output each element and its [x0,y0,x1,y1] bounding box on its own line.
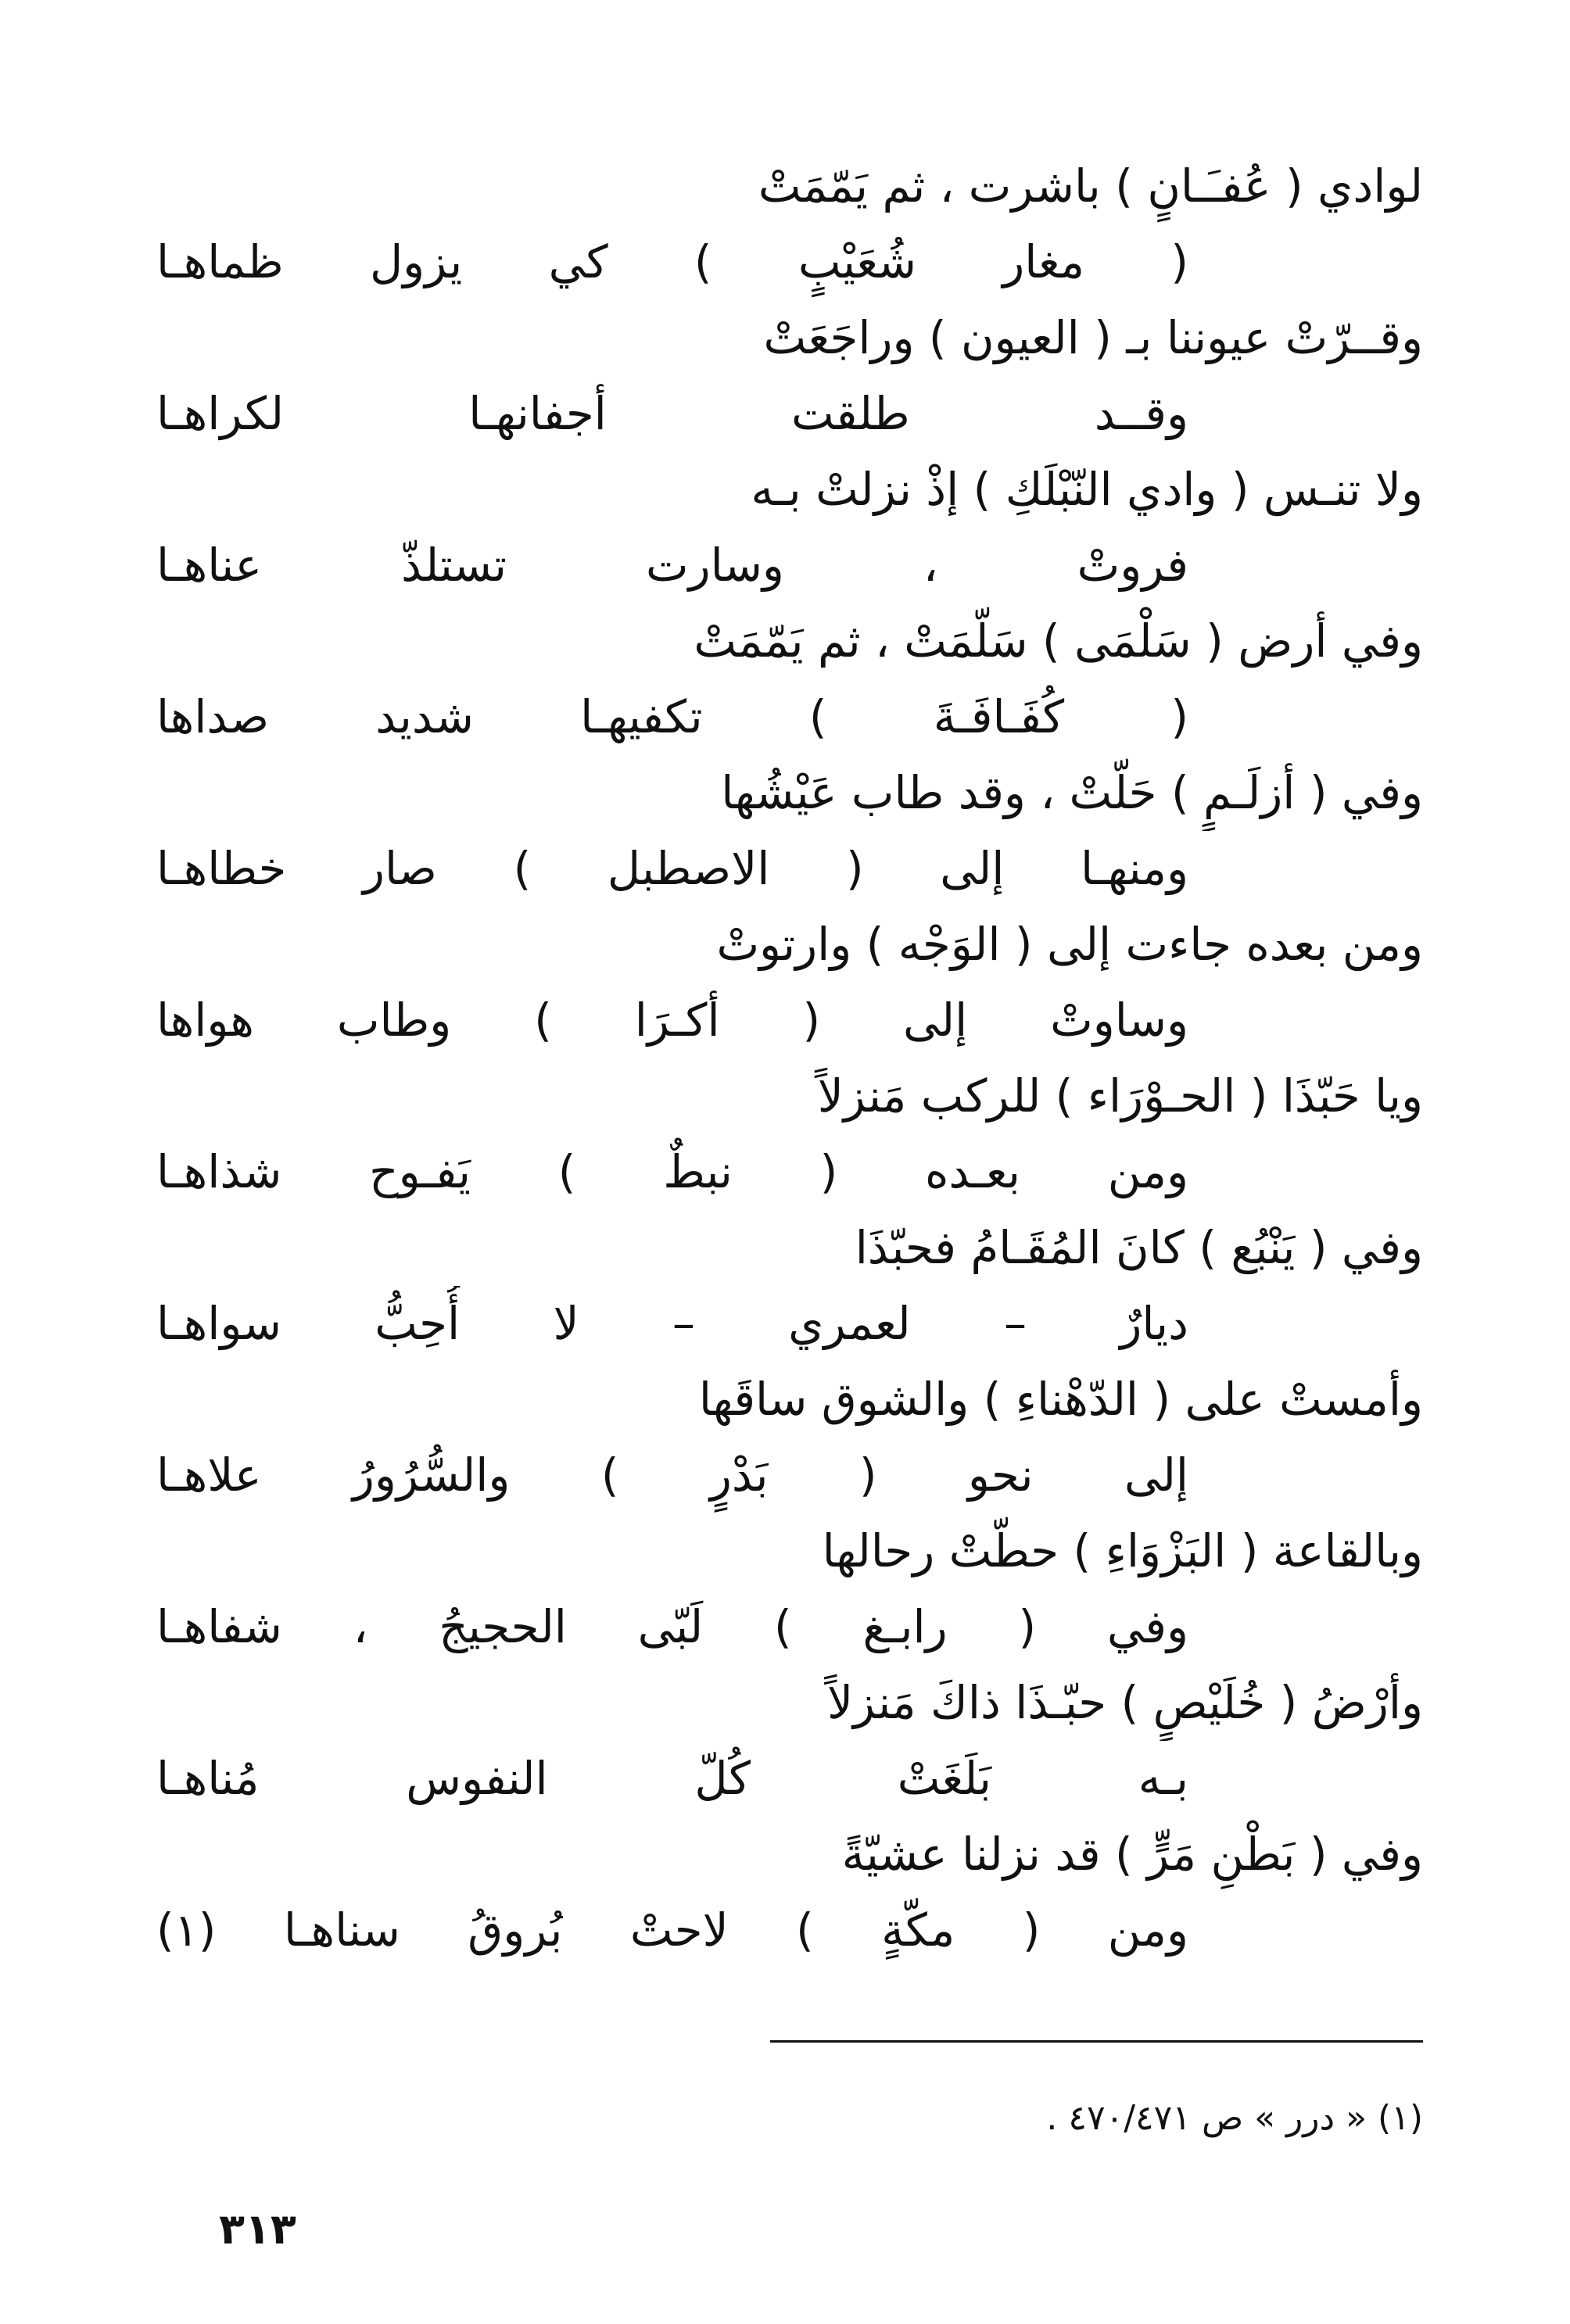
poem-line: وأرْضُ ( خُلَيْصٍ ) حبّـذَا ذاكَ مَنزلاً [826,1676,1423,1729]
poem-line: ومنهـا إلى ( الاصطبل ) صار خطاهـا [156,842,1188,895]
poem [156,149,1423,1968]
footnote-separator [770,2040,1423,2043]
poem-line: وقــد طلقت أجفانهـا لكراهـا [156,387,1188,440]
poem-line: وفي ( يَنْبُع ) كانَ المُقَـامُ فحبّذَا [855,1221,1423,1274]
poem-line: ويا حَبّذَا ( الحـوْرَاء ) للركب مَنزلاً [817,1069,1423,1123]
poem-line: وساوتْ إلى ( أكـرَا ) وطاب هواها [156,994,1188,1047]
poem-line: ولا تنـس ( وادي النّبْلَكِ ) إذْ نزلتْ بـه [751,463,1423,516]
page-number: ٣١٣ [219,2204,296,2254]
poem-line: ديارٌ – لعمري – لا أُحِبُّ سواهـا [156,1297,1188,1350]
poem-line: ومن ( مكّةٍ ) لاحتْ بُروقُ سناهـا (١) [156,1903,1188,1957]
poem-line: وبالقاعة ( البَزْوَاءِ ) حطّتْ رحالها [822,1524,1423,1577]
poem-line: بـه بَلَغَتْ كُلّ النفوس مُناهـا [156,1752,1188,1805]
poem-line: ومن بعـده ( نبطٌ ) يَفـوح شذاهـا [156,1145,1188,1198]
poem-line: وفي ( أزلَـمٍ ) حَلّتْ ، وقد طاب عَيْشُها [721,766,1423,819]
footnote: (١) « درر » ص ٤٧٠/٤٧١ . [1046,2098,1423,2138]
poem-line: ( كُفَـافَـةَ ) تكفيهـا شديد صداها [156,690,1188,743]
poem-line: فروتْ ، وسارت تستلذّ عناهـا [156,539,1188,592]
poem-line: لوادي ( عُفـَـانٍ ) باشرت ، ثم يَمّمَتْ [758,159,1423,213]
poem-line: ومن بعده جاءت إلى ( الوَجْه ) وارتوتْ [716,918,1423,971]
poem-line: وقــرّتْ عيوننا بـ ( العيون ) وراجَعَتْ [763,311,1423,364]
poem-line: إلى نحو ( بَدْرٍ ) والسُّرُورُ علاهـا [156,1448,1188,1502]
poem-line: وفي ( رابـغ ) لَبّى الحجيجُ ، شفاهـا [156,1600,1188,1653]
poem-line: وفي أرض ( سَلْمَى ) سَلّمَتْ ، ثم يَمّمَتْ [694,614,1423,668]
poem-line: وفي ( بَطْنِ مَرٍّ ) قد نزلنا عشيّةً [841,1828,1423,1881]
poem-line: ( مغار شُعَيْبٍ ) كي يزول ظماهـا [156,235,1188,288]
poem-line: وأمستْ على ( الدّهْناءِ ) والشوق ساقَها [698,1373,1423,1426]
